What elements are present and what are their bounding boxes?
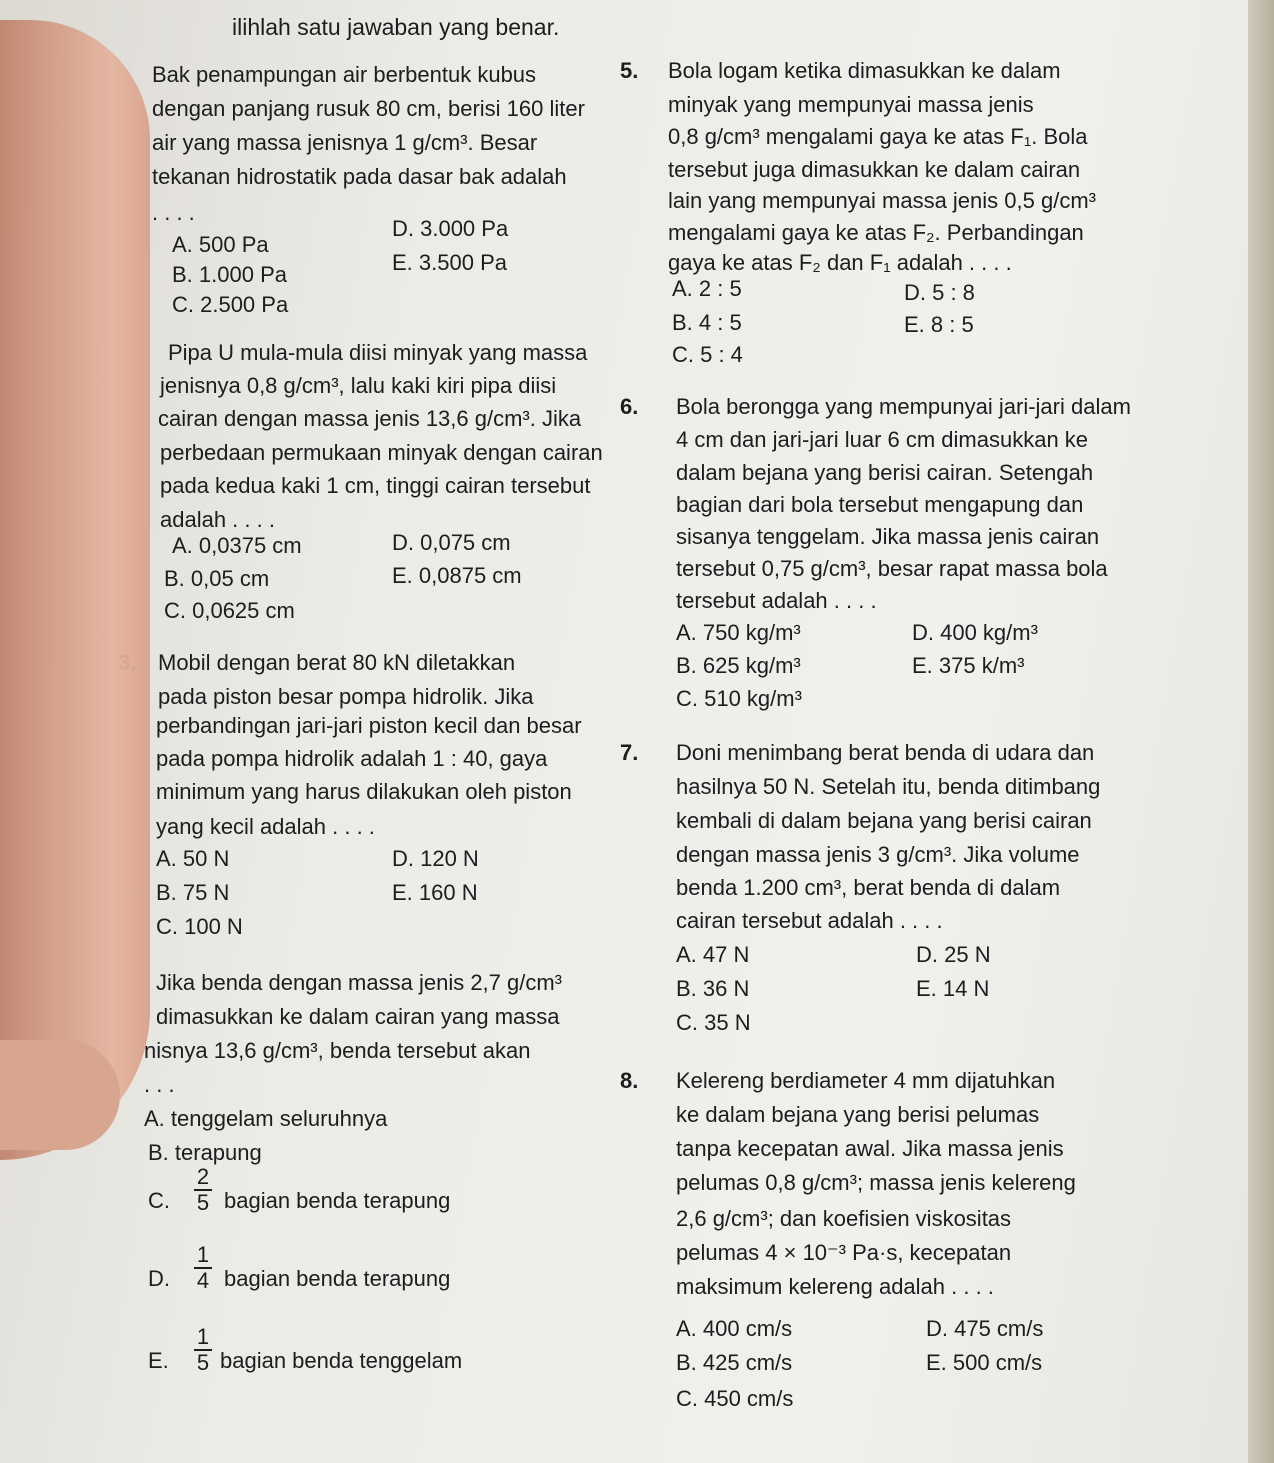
q3-option-a[interactable]: A. 50 N	[156, 846, 230, 871]
q2-line: jenisnya 0,8 g/cm³, lalu kaki kiri pipa diisi	[160, 373, 557, 398]
q2-line: Pipa U mula-mula diisi minyak yang massa	[168, 340, 588, 365]
q8-line: ke dalam bejana yang berisi pelumas	[676, 1102, 1040, 1127]
q3-line: Mobil dengan berat 80 kN diletakkan	[158, 650, 516, 675]
q4-option-e-letter: E.	[148, 1348, 169, 1373]
q6-option-e[interactable]: E. 375 k/m³	[912, 653, 1025, 678]
q4-option-d-letter: D.	[148, 1266, 170, 1291]
q8-option-c[interactable]: C. 450 cm/s	[676, 1386, 794, 1411]
q2-option-b[interactable]: B. 0,05 cm	[164, 566, 270, 591]
q1-option-b[interactable]: B. 1.000 Pa	[172, 262, 287, 287]
q2-option-d[interactable]: D. 0,075 cm	[392, 530, 511, 555]
q6-option-c[interactable]: C. 510 kg/m³	[676, 686, 802, 711]
fraction-numerator: 1	[196, 1242, 210, 1267]
q6-option-a[interactable]: A. 750 kg/m³	[676, 620, 801, 645]
q8-line: 2,6 g/cm³; dan koefisien viskositas	[676, 1206, 1012, 1231]
q7-option-a[interactable]: A. 47 N	[676, 942, 750, 967]
q1-option-e[interactable]: E. 3.500 Pa	[392, 250, 507, 275]
hand-thumb	[0, 1040, 120, 1150]
q3-option-c[interactable]: C. 100 N	[156, 914, 243, 939]
fraction-denominator: 5	[196, 1190, 210, 1215]
q5-line: Bola logam ketika dimasukkan ke dalam	[668, 58, 1061, 83]
q4-option-a[interactable]: A. tenggelam seluruhnya	[144, 1106, 388, 1131]
q6-line: tersebut 0,75 g/cm³, besar rapat massa bola	[676, 556, 1108, 581]
q4-line: nisnya 13,6 g/cm³, benda tersebut akan	[144, 1038, 531, 1063]
q8-line: tanpa kecepatan awal. Jika massa jenis	[676, 1136, 1064, 1161]
q4-option-b[interactable]: B. terapung	[148, 1140, 262, 1165]
q5-option-a[interactable]: A. 2 : 5	[672, 276, 742, 301]
q1-option-c[interactable]: C. 2.500 Pa	[172, 292, 289, 317]
q4-option-e-text: bagian benda tenggelam	[220, 1348, 463, 1373]
q5-line: gaya ke atas F₂ dan F₁ adalah . . . .	[668, 250, 1012, 275]
q7-line: cairan tersebut adalah . . . .	[676, 908, 943, 933]
q4-line: . . .	[144, 1072, 175, 1097]
q8-line: pelumas 4 × 10⁻³ Pa·s, kecepatan	[676, 1240, 1012, 1265]
q8-line: Kelereng berdiameter 4 mm dijatuhkan	[676, 1068, 1056, 1093]
q2-line: perbedaan permukaan minyak dengan cairan	[160, 440, 603, 465]
q1-line: tekanan hidrostatik pada dasar bak adalah	[152, 164, 567, 189]
q7-option-d[interactable]: D. 25 N	[916, 942, 991, 967]
q6-number: 6.	[620, 394, 639, 419]
q4-option-c-letter: C.	[148, 1188, 170, 1213]
q4-option-d-text: bagian benda terapung	[224, 1266, 451, 1291]
q6-line: dalam bejana yang berisi cairan. Setengah	[676, 460, 1094, 485]
q6-line: sisanya tenggelam. Jika massa jenis cairan	[676, 524, 1100, 549]
q5-line: 0,8 g/cm³ mengalami gaya ke atas F₁. Bola	[668, 124, 1088, 149]
q7-line: hasilnya 50 N. Setelah itu, benda ditimbang	[676, 774, 1101, 799]
q7-option-c[interactable]: C. 35 N	[676, 1010, 751, 1035]
q6-option-b[interactable]: B. 625 kg/m³	[676, 653, 801, 678]
q7-option-e[interactable]: E. 14 N	[916, 976, 990, 1001]
q5-line: tersebut juga dimasukkan ke dalam cairan	[668, 157, 1081, 182]
q7-line: dengan massa jenis 3 g/cm³. Jika volume	[676, 842, 1080, 867]
q4-line: dimasukkan ke dalam cairan yang massa	[156, 1004, 560, 1029]
q3-line: perbandingan jari-jari piston kecil dan besar	[156, 713, 582, 738]
q5-option-e[interactable]: E. 8 : 5	[904, 312, 974, 337]
q1-line: dengan panjang rusuk 80 cm, berisi 160 liter	[152, 96, 585, 121]
q8-option-e[interactable]: E. 500 cm/s	[926, 1350, 1043, 1375]
q3-line: minimum yang harus dilakukan oleh piston	[156, 779, 572, 804]
q2-line: cairan dengan massa jenis 13,6 g/cm³. Jika	[158, 406, 582, 431]
q4-option-c-fraction	[194, 1166, 212, 1214]
q5-number: 5.	[620, 58, 639, 83]
q1-line: . . . .	[152, 200, 195, 225]
fraction-numerator: 2	[196, 1164, 210, 1189]
q5-line: minyak yang mempunyai massa jenis	[668, 92, 1034, 117]
q3-line: pada pompa hidrolik adalah 1 : 40, gaya	[156, 746, 548, 771]
q4-option-e-fraction	[194, 1326, 212, 1374]
q2-option-a[interactable]: A. 0,0375 cm	[172, 533, 302, 558]
q1-option-d[interactable]: D. 3.000 Pa	[392, 216, 509, 241]
q1-line: air yang massa jenisnya 1 g/cm³. Besar	[152, 130, 538, 155]
q3-option-d[interactable]: D. 120 N	[392, 846, 479, 871]
q6-option-d[interactable]: D. 400 kg/m³	[912, 620, 1038, 645]
q6-line: tersebut adalah . . . .	[676, 588, 877, 613]
fraction-denominator: 4	[196, 1268, 210, 1293]
q1-option-a[interactable]: A. 500 Pa	[172, 232, 269, 257]
q6-line: 4 cm dan jari-jari luar 6 cm dimasukkan ke	[676, 427, 1089, 452]
q4-option-c-text: bagian benda terapung	[224, 1188, 451, 1213]
q8-option-d[interactable]: D. 475 cm/s	[926, 1316, 1044, 1341]
q5-option-c[interactable]: C. 5 : 4	[672, 342, 743, 367]
q4-option-d-fraction	[194, 1244, 212, 1292]
fraction-numerator: 1	[196, 1324, 210, 1349]
q7-line: Doni menimbang berat benda di udara dan	[676, 740, 1095, 765]
q8-number: 8.	[620, 1068, 639, 1093]
q6-line: bagian dari bola tersebut mengapung dan	[676, 492, 1084, 517]
page-edge	[1248, 0, 1274, 1463]
instruction-header: ilihlah satu jawaban yang benar.	[232, 14, 560, 40]
q5-line: lain yang mempunyai massa jenis 0,5 g/cm³	[668, 188, 1096, 213]
q3-line: yang kecil adalah . . . .	[156, 814, 375, 839]
q6-line: Bola berongga yang mempunyai jari-jari dalam	[676, 394, 1131, 419]
q2-option-e[interactable]: E. 0,0875 cm	[392, 563, 522, 588]
q5-line: mengalami gaya ke atas F₂. Perbandingan	[668, 220, 1084, 245]
q8-option-a[interactable]: A. 400 cm/s	[676, 1316, 793, 1341]
fraction-denominator: 5	[196, 1350, 210, 1375]
q3-line: pada piston besar pompa hidrolik. Jika	[158, 684, 534, 709]
q7-number: 7.	[620, 740, 639, 765]
hand-finger	[0, 20, 150, 1160]
q7-option-b[interactable]: B. 36 N	[676, 976, 750, 1001]
q2-option-c[interactable]: C. 0,0625 cm	[164, 598, 295, 623]
q3-option-b[interactable]: B. 75 N	[156, 880, 230, 905]
q8-option-b[interactable]: B. 425 cm/s	[676, 1350, 793, 1375]
q3-option-e[interactable]: E. 160 N	[392, 880, 478, 905]
q5-option-b[interactable]: B. 4 : 5	[672, 310, 742, 335]
q4-line: Jika benda dengan massa jenis 2,7 g/cm³	[156, 970, 563, 995]
q8-line: maksimum kelereng adalah . . . .	[676, 1274, 994, 1299]
q8-line: pelumas 0,8 g/cm³; massa jenis kelereng	[676, 1170, 1076, 1195]
q1-line: Bak penampungan air berbentuk kubus	[152, 62, 537, 87]
q7-line: kembali di dalam bejana yang berisi cairan	[676, 808, 1092, 833]
q5-option-d[interactable]: D. 5 : 8	[904, 280, 975, 305]
q2-line: pada kedua kaki 1 cm, tinggi cairan tersebut	[160, 473, 591, 498]
q2-line: adalah . . . .	[160, 507, 275, 532]
q7-line: benda 1.200 cm³, berat benda di dalam	[676, 875, 1061, 900]
